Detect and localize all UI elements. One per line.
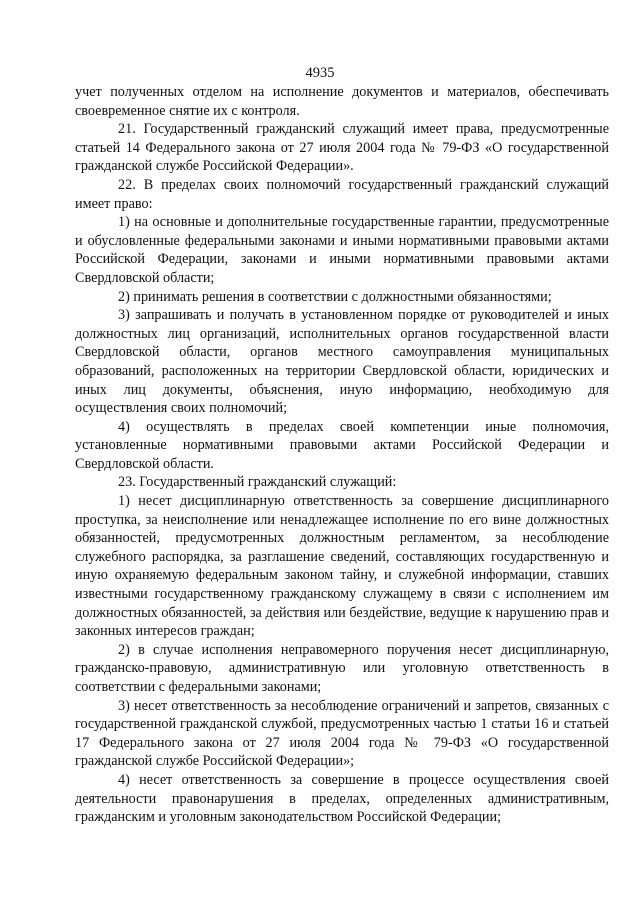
paragraph: 1) несет дисциплинарную ответственность за совершение дисциплинарного проступка, за неисполнение или ненадлежащее исполнение по его вине должностных обязанностей, предусмотренных должностным регламентом, за несоблюдение служебного распорядка, за разглашение сведений, составляющих государственную и иную охраняемую федеральным законом тайну, и служебной информации, ставших известными государственному гражданскому служащему в связи с исполнением им должностных обязанностей, за действия или бездействие, ведущие к нарушению прав и законных интересов граждан; [75,493,609,640]
paragraph: 4) несет ответственность за совершение в процессе осуществления своей деятельности правонарушения в пределах, определенных административным, гражданским и уголовным законодательством Российской Федерации; [75,771,609,826]
paragraph: 1) на основные и дополнительные государственные гарантии, предусмотренные и обусловленные федеральными законами и иными нормативными правовыми актами Российской Федерации, законами и иными нормативными правовыми актами Свердловской области; [75,214,609,286]
page-number: 4935 [305,65,335,81]
paragraph: 2) принимать решения в соответствии с должностными обязанностями; [118,288,552,305]
paragraph: учет полученных отделом на исполнение документов и материалов, обеспечивать своевременное снятие их с контроля. [75,84,609,119]
paragraph: 4) осуществлять в пределах своей компетенции иные полномочия, установленные нормативными правовыми актами Российской Федерации и Свердловской области. [75,418,609,472]
paragraph: 3) несет ответственность за несоблюдение ограничений и запретов, связанных с государственной гражданской службой, предусмотренных частью 1 статьи 16 и статьей 17 Федерального закона от 27 июля 2004 года № 79-ФЗ «О государственной гражданской службе Российской Федерации»; [75,697,609,770]
paragraph: 2) в случае исполнения неправомерного поручения несет дисциплинарную, гражданско-правовую, административную или уголовную ответственность в соответствии с федеральными законами; [75,641,609,695]
paragraph: 21. Государственный гражданский служащий имеет права, предусмотренные статьей 14 Федерального закона от 27 июля 2004 года № 79-ФЗ «О государственной гражданской службе Российской Федерации». [75,121,609,175]
document-body [75,83,609,827]
paragraph: 22. В пределах своих полномочий государственный гражданский служащий имеет право: [75,176,609,212]
paragraph: 23. Государственный гражданский служащий: [118,474,397,491]
paragraph: 3) запрашивать и получать в установленном порядке от руководителей и иных должностных лиц организаций, исполнительных органов государственной власти Свердловской области, органов местного самоуправления муниципальных образований, расположенных на территории Свердловской области, юридических и иных лиц документы, объяснения, иную информацию, необходимую для осуществления своих полномочий; [75,307,609,417]
